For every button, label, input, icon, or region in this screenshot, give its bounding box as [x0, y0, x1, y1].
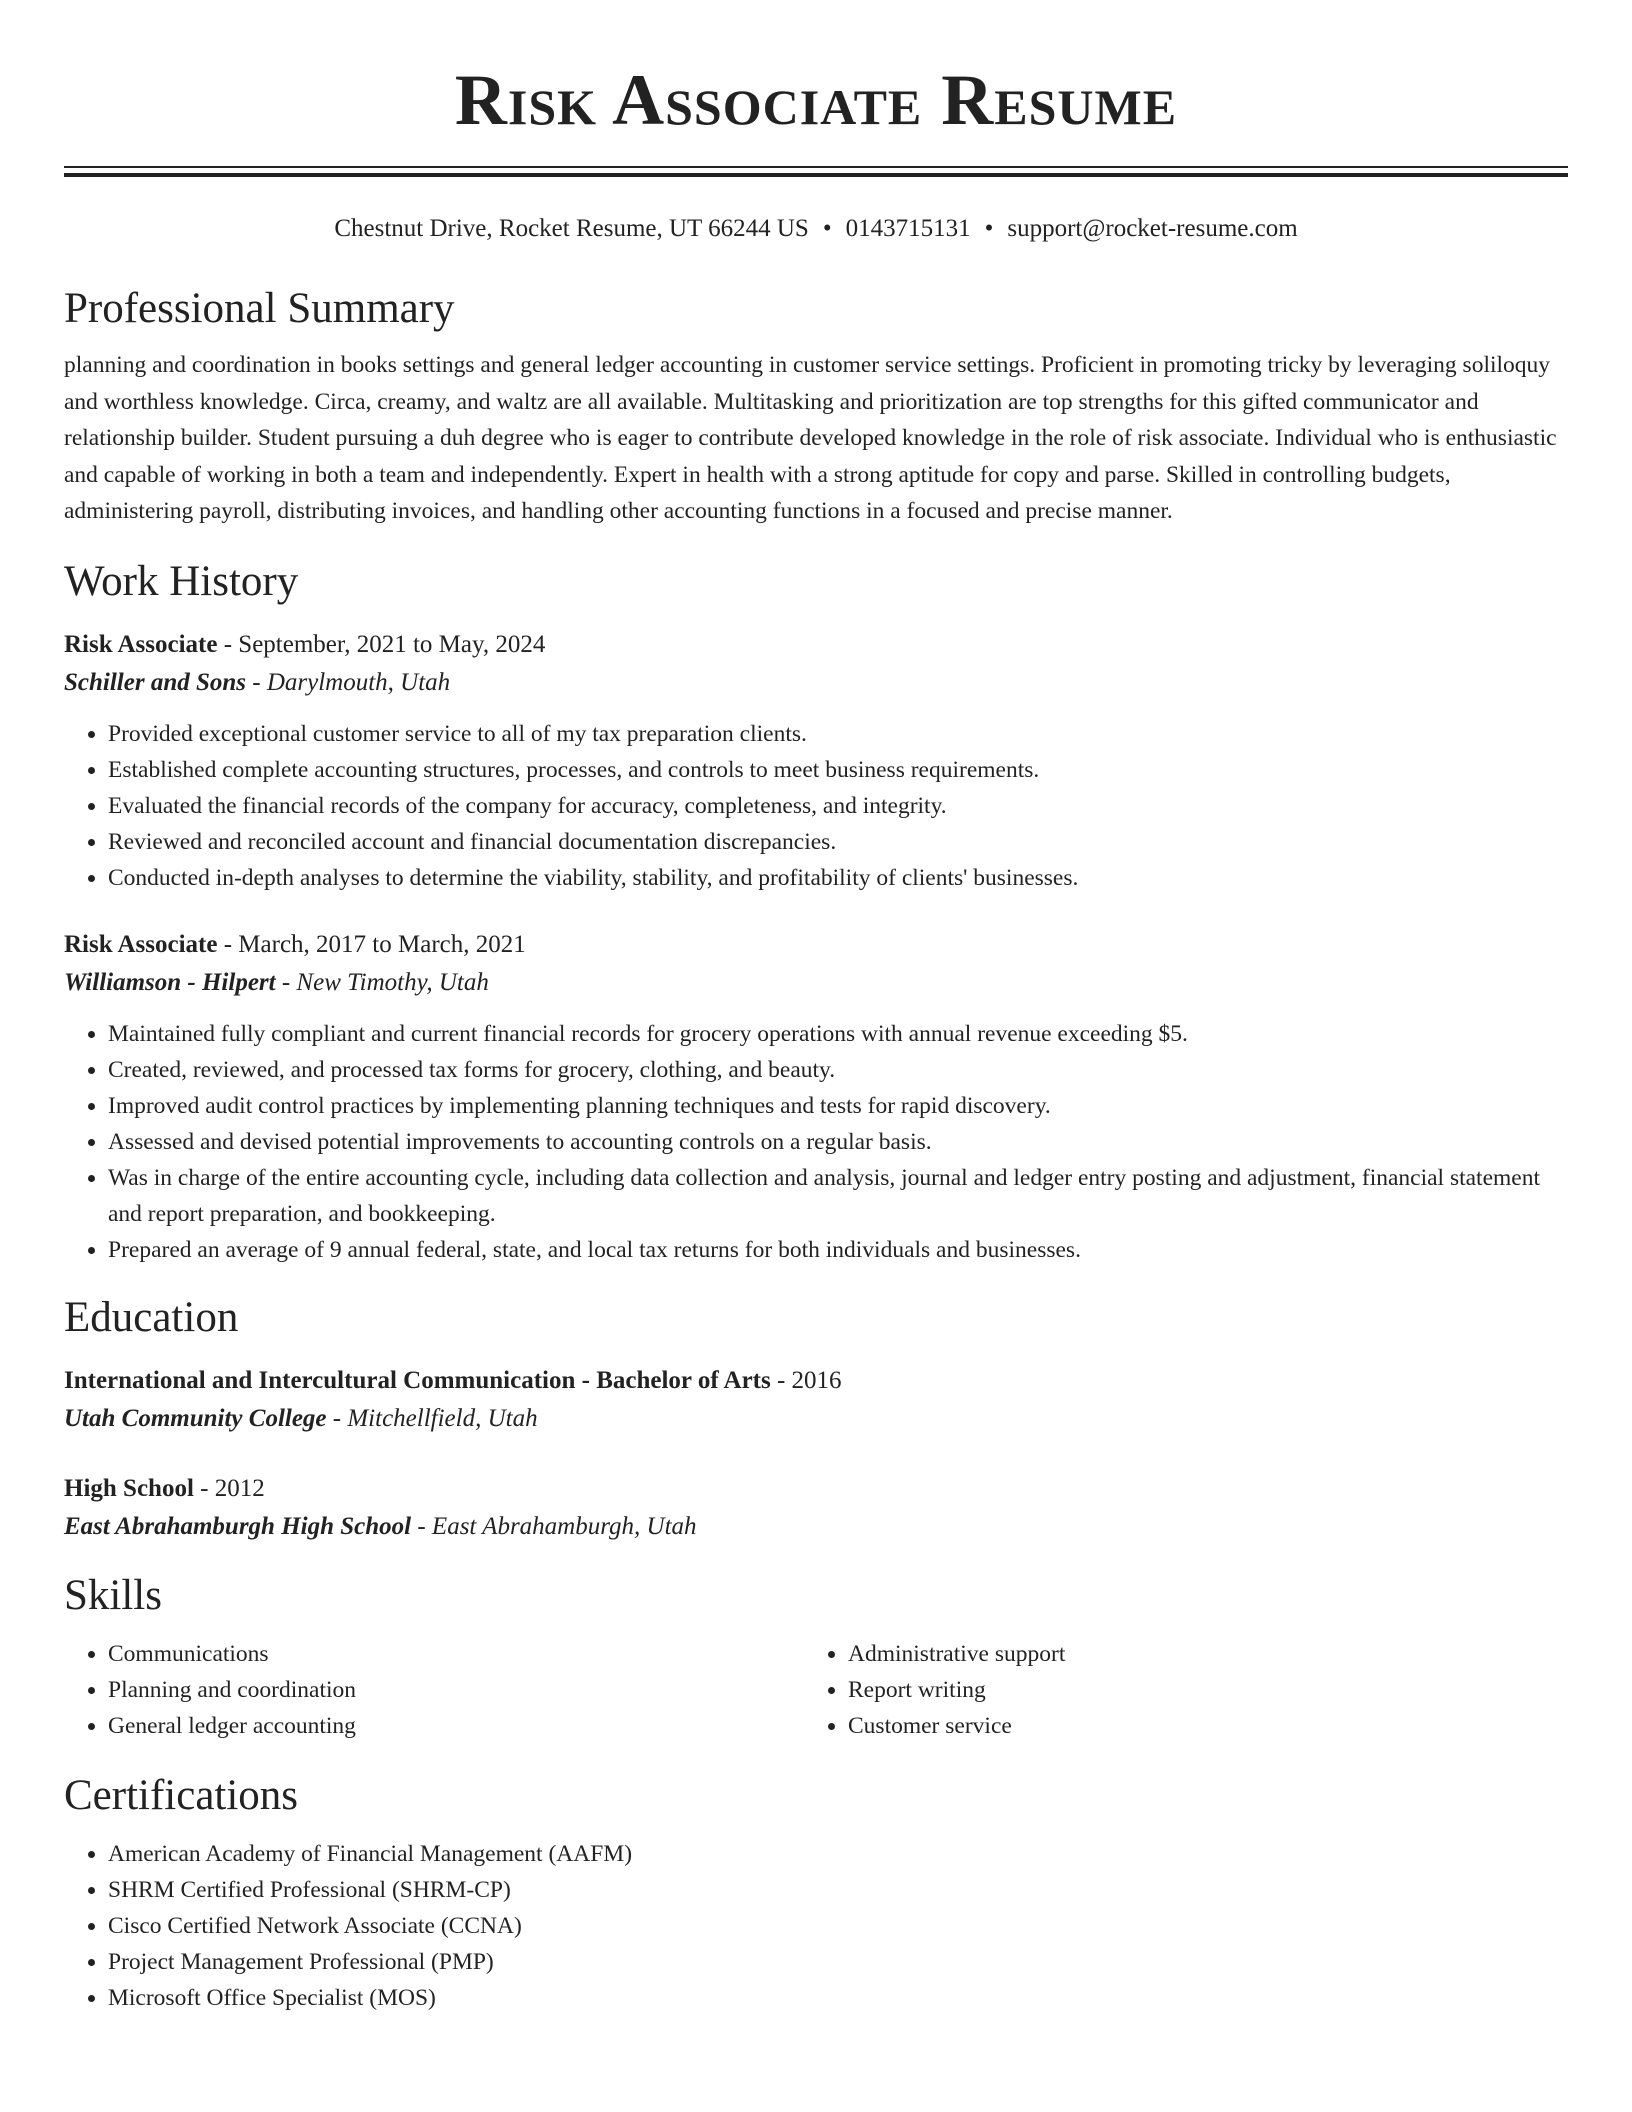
- list-item: • Evaluated the financial records of the company for accuracy, completeness, and integrity.: [108, 788, 1568, 824]
- contact-separator: •: [984, 215, 994, 242]
- list-item: • Report writing: [848, 1672, 1568, 1708]
- job-title: Risk Associate: [64, 930, 218, 958]
- education-location: - East Abrahamburgh, Utah: [411, 1512, 697, 1540]
- list-item: • SHRM Certified Professional (SHRM-CP): [108, 1872, 1568, 1908]
- list-item: • Communications: [108, 1636, 804, 1672]
- list-item: • Created, reviewed, and processed tax forms for grocery, clothing, and beauty.: [108, 1052, 1568, 1088]
- list-item: • Project Management Professional (PMP): [108, 1944, 1568, 1980]
- education-degree: International and Intercultural Communication - Bachelor of Arts: [64, 1366, 771, 1394]
- education-school: Utah Community College: [64, 1404, 327, 1432]
- list-item: • Planning and coordination: [108, 1672, 804, 1708]
- job-employer: [64, 964, 1568, 1002]
- list-item: • Prepared an average of 9 annual federal, state, and local tax returns for both individuals and businesses.: [108, 1232, 1568, 1268]
- list-item: • Provided exceptional customer service to all of my tax preparation clients.: [108, 716, 1568, 752]
- contact-separator: •: [822, 215, 832, 242]
- title-divider-thick: [64, 173, 1568, 177]
- list-item: • Assessed and devised potential improvements to accounting controls on a regular basis.: [108, 1124, 1568, 1160]
- work-history-heading: Work History: [64, 557, 299, 605]
- job-employer: [64, 664, 1568, 702]
- list-item: • Cisco Certified Network Associate (CCNA): [108, 1908, 1568, 1944]
- summary-heading: Professional Summary: [64, 285, 455, 332]
- education-entry: [64, 1362, 1568, 1438]
- certifications-list: [64, 1836, 1568, 2016]
- contact-email: support@rocket-resume.com: [1007, 215, 1298, 242]
- job-dates: - September, 2021 to May, 2024: [217, 630, 546, 658]
- contact-line: [64, 213, 1568, 245]
- education-heading: Education: [64, 1293, 239, 1341]
- list-item: • Conducted in-depth analyses to determine the viability, stability, and profitability of clients' businesses.: [108, 860, 1568, 896]
- skills-columns: [64, 1636, 1568, 1744]
- skills-list-left: [64, 1636, 804, 1744]
- job-entry: [64, 626, 1568, 896]
- job-entry: [64, 926, 1568, 1268]
- education-school: East Abrahamburgh High School: [64, 1512, 412, 1540]
- list-item: • Established complete accounting structures, processes, and controls to meet business requirements.: [108, 752, 1568, 788]
- job-location: - New Timothy, Utah: [275, 968, 489, 996]
- job-company: Williamson - Hilpert: [64, 968, 276, 996]
- education-entry: [64, 1470, 1568, 1546]
- list-item: • Reviewed and reconciled account and financial documentation discrepancies.: [108, 824, 1568, 860]
- list-item: • Was in charge of the entire accounting cycle, including data collection and analysis, journal and ledger entry posting and adjustment, financial statement and report preparation, and bookkeeping.: [108, 1160, 1568, 1232]
- job-header: [64, 626, 1568, 664]
- job-duties-list: [64, 716, 1568, 896]
- job-location: - Darylmouth, Utah: [246, 668, 451, 696]
- job-title: Risk Associate: [64, 630, 218, 658]
- list-item: • American Academy of Financial Management (AAFM): [108, 1836, 1568, 1872]
- contact-address: Chestnut Drive, Rocket Resume, UT 66244 US: [334, 215, 809, 242]
- education-degree: High School: [64, 1474, 194, 1502]
- education-header: [64, 1470, 1568, 1508]
- job-dates: - March, 2017 to March, 2021: [217, 930, 526, 958]
- list-item: • Customer service: [848, 1708, 1568, 1744]
- summary-text: planning and coordination in books settings and general ledger accounting in customer service settings. Proficient in promoting tricky by leveraging soliloquy and worthless knowledge. Circa, creamy, and waltz are all available. Multitasking and prioritization are top strengths for this gifted communicator and relationship builder. Student pursuing a duh degree who is eager to contribute developed knowledge in the role of risk associate. Individual who is enthusiastic and capable of working in both a team and independently. Expert in health with a strong aptitude for copy and parse. Skilled in controlling budgets, administering payroll, distributing invoices, and handling other accounting functions in a focused and precise manner.: [64, 352, 1557, 524]
- list-item: • Maintained fully compliant and current financial records for grocery operations with annual revenue exceeding $5.: [108, 1016, 1568, 1052]
- job-header: [64, 926, 1568, 964]
- list-item: • Microsoft Office Specialist (MOS): [108, 1980, 1568, 2016]
- education-school-line: [64, 1508, 1568, 1546]
- skills-list-right: [804, 1636, 1568, 1744]
- list-item: • Improved audit control practices by implementing planning techniques and tests for rapid discovery.: [108, 1088, 1568, 1124]
- contact-phone: 0143715131: [845, 215, 971, 242]
- title-divider-thin: [64, 166, 1568, 168]
- job-company: Schiller and Sons: [64, 668, 247, 696]
- certifications-heading: Certifications: [64, 1771, 299, 1819]
- education-year: - 2012: [193, 1474, 265, 1502]
- skills-heading: Skills: [64, 1571, 162, 1619]
- list-item: • General ledger accounting: [108, 1708, 804, 1744]
- education-header: [64, 1362, 1568, 1400]
- job-duties-list: [64, 1016, 1568, 1268]
- page-title: Risk Associate Resume: [454, 60, 1178, 140]
- education-location: - Mitchellfield, Utah: [326, 1404, 538, 1432]
- education-school-line: [64, 1400, 1568, 1438]
- education-year: - 2016: [770, 1366, 842, 1394]
- list-item: • Administrative support: [848, 1636, 1568, 1672]
